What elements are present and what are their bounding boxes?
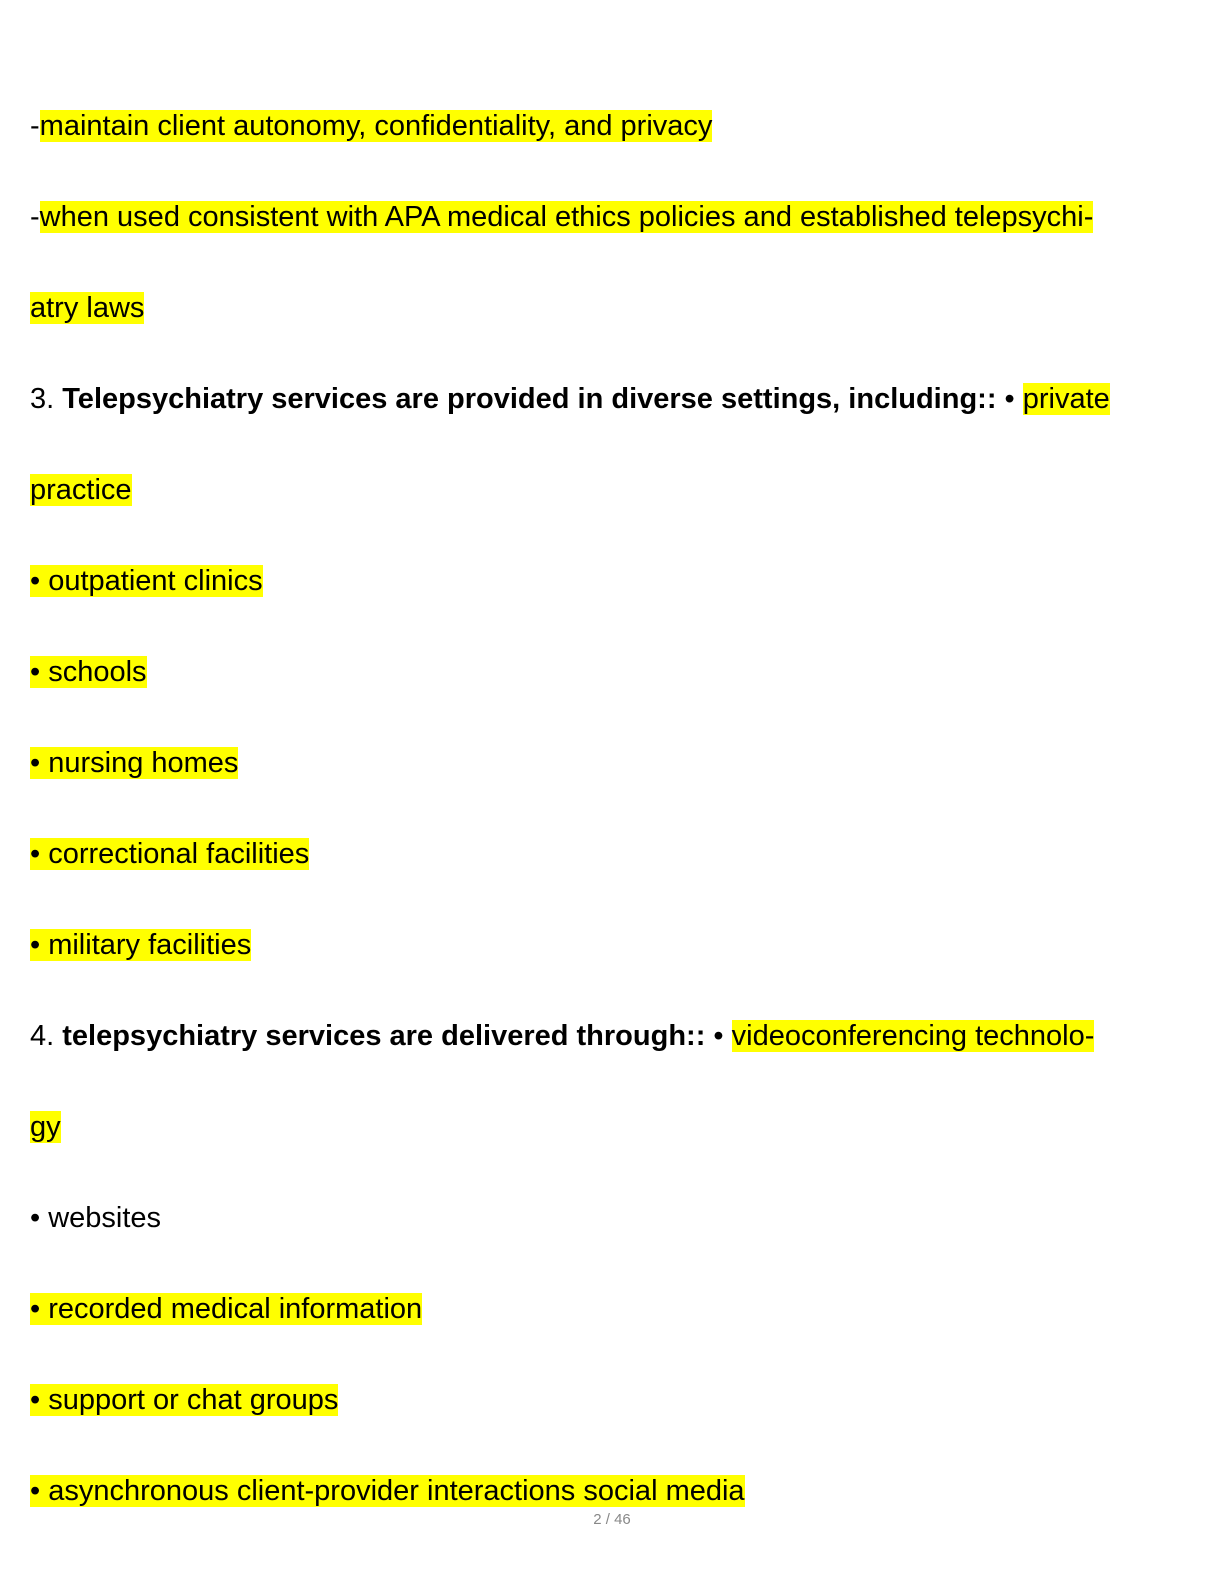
highlighted-text: • correctional facilities xyxy=(30,838,310,870)
text-line-gy xyxy=(30,1107,61,1147)
item-heading: Telepsychiatry services are provided in diverse settings, including:: xyxy=(62,383,997,415)
item-heading: telepsychiatry services are delivered through:: xyxy=(62,1020,706,1052)
highlighted-text: • outpatient clinics xyxy=(30,565,263,597)
text-line-practice xyxy=(30,470,132,510)
list-item-correctional-facilities xyxy=(30,834,309,874)
highlighted-text: practice xyxy=(30,474,132,506)
list-item-support-chat-groups xyxy=(30,1380,338,1420)
highlighted-text: private xyxy=(1022,383,1110,415)
highlighted-text: maintain client autonomy, confidentiality, and privacy xyxy=(39,110,713,142)
list-item-military-facilities xyxy=(30,925,251,965)
list-item-websites xyxy=(30,1198,161,1238)
bullet: • xyxy=(996,383,1023,415)
highlighted-text: • recorded medical information xyxy=(30,1293,423,1325)
highlighted-text: • schools xyxy=(30,656,147,688)
text-line-autonomy xyxy=(30,106,712,146)
numbered-item-4 xyxy=(30,1016,1094,1056)
dash-prefix: - xyxy=(30,201,40,233)
highlighted-text: videoconferencing technolo- xyxy=(731,1020,1095,1052)
highlighted-text: • military facilities xyxy=(30,929,252,961)
highlighted-text: • nursing homes xyxy=(30,747,239,779)
text-line-apa-ethics xyxy=(30,197,1093,237)
list-item-outpatient-clinics xyxy=(30,561,263,601)
dash-prefix: - xyxy=(30,110,40,142)
highlighted-text: atry laws xyxy=(30,292,145,324)
bullet: • xyxy=(705,1020,732,1052)
highlighted-text: • support or chat groups xyxy=(30,1384,339,1416)
highlighted-text: gy xyxy=(30,1111,61,1143)
highlighted-text: • asynchronous client-provider interactions social media xyxy=(30,1475,745,1507)
page-number: 2 / 46 xyxy=(593,1511,631,1528)
item-number: 4. xyxy=(30,1020,63,1052)
list-item-nursing-homes xyxy=(30,743,238,783)
list-item-schools xyxy=(30,652,147,692)
plain-text: • websites xyxy=(30,1202,162,1234)
item-number: 3. xyxy=(30,383,63,415)
text-line-atry-laws xyxy=(30,288,144,328)
list-item-recorded-medical-information xyxy=(30,1289,422,1329)
highlighted-text: when used consistent with APA medical ethics policies and established telepsychi- xyxy=(39,201,1094,233)
numbered-item-3 xyxy=(30,379,1110,419)
list-item-asynchronous-interactions xyxy=(30,1471,745,1511)
